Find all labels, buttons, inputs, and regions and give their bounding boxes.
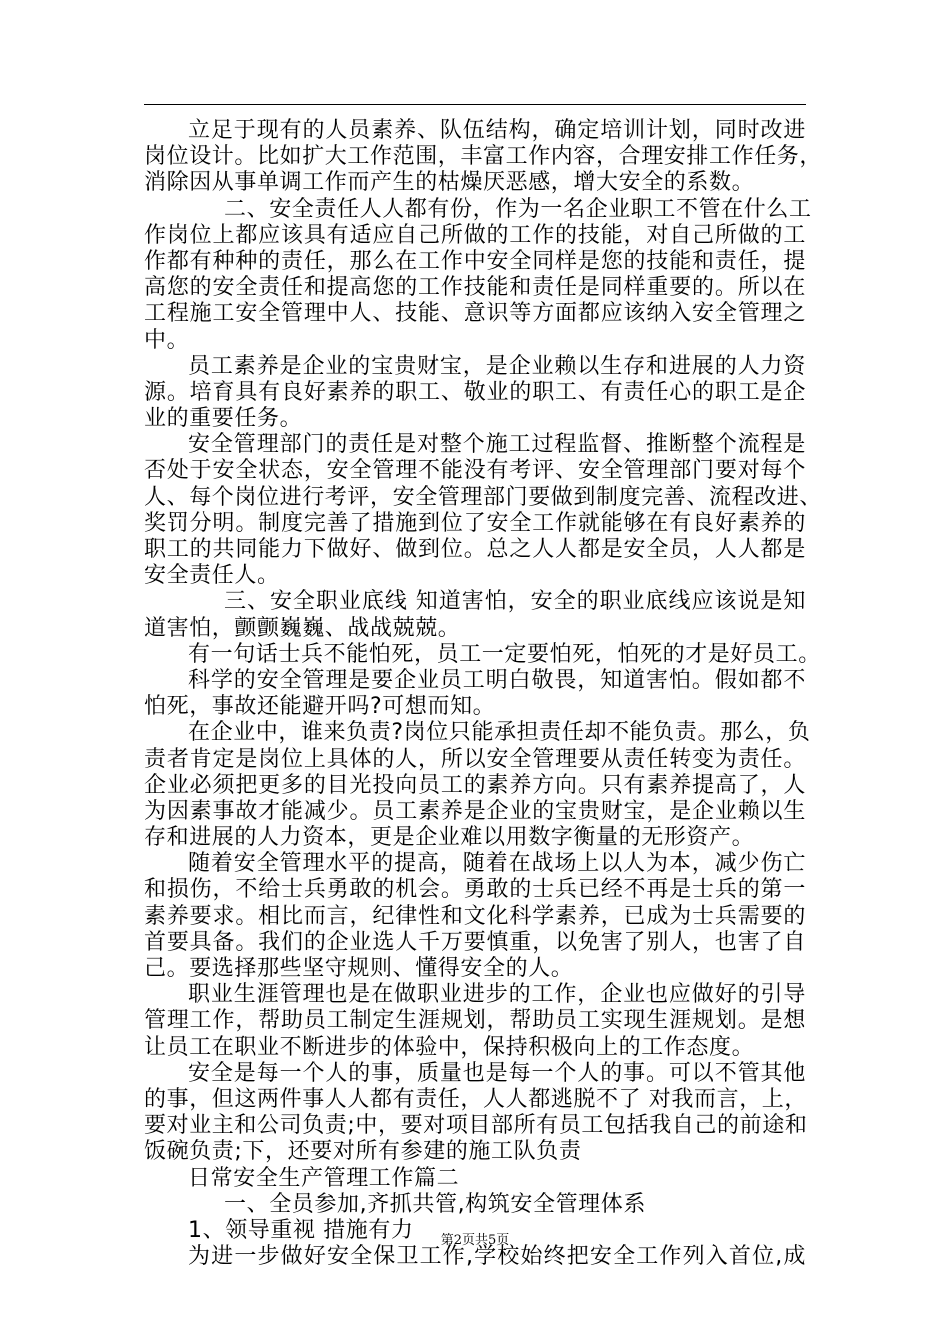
subsection-heading: 1、领导重视 措施有力 xyxy=(188,1217,414,1243)
text-line: 员工素养是企业的宝贵财宝，是企业赖以生存和进展的人力资 xyxy=(188,353,806,379)
text-line: 的事，但这两件事人人都有责任，人人都逃脱不了 对我而言，上， xyxy=(144,1086,807,1112)
text-line: 道害怕，颤颤巍巍、战战兢兢。 xyxy=(144,615,461,641)
text-line: 让员工在职业不断进步的体验中，保持积极向上的工作态度。 xyxy=(144,1034,755,1060)
text-line: 随着安全管理水平的提高，随着在战场上以人为本，减少伤亡 xyxy=(188,851,806,877)
text-line: 奖罚分明。制度完善了措施到位了安全工作就能够在有良好素养的 xyxy=(144,510,806,536)
page-footer: 第2页共5页 xyxy=(440,1233,510,1248)
header-rule xyxy=(144,104,806,105)
text-line: 责者肯定是岗位上具体的人，所以安全管理要从责任转变为责任。 xyxy=(144,746,806,772)
text-line: 源。培育具有良好素养的职工、敬业的职工、有责任心的职工是企 xyxy=(144,379,806,405)
text-line: 科学的安全管理是要企业员工明白敬畏，知道害怕。假如都不 xyxy=(188,667,806,693)
text-line: 在企业中，谁来负责?岗位只能承担责任却不能负责。那么，负 xyxy=(188,720,811,746)
text-line: 素养要求。相比而言，纪律性和文化科学素养，已成为士兵需要的 xyxy=(144,903,806,929)
text-line: 职业生涯管理也是在做职业进步的工作，企业也应做好的引导 xyxy=(188,982,806,1008)
text-line: 立足于现有的人员素养、队伍结构，确定培训计划，同时改进 xyxy=(188,118,806,143)
text-line: 怕死，事故还能避开吗?可想而知。 xyxy=(144,694,496,720)
text-line: 己。要选择那些坚守规则、懂得安全的人。 xyxy=(144,956,574,981)
text-line: 安全是每一个人的事，质量也是每一个人的事。可以不管其他 xyxy=(188,1060,806,1086)
text-line: 工程施工安全管理中人、技能、意识等方面都应该纳入安全管理之 xyxy=(144,301,806,327)
text-line: 有一句话士兵不能怕死，员工一定要怕死，怕死的才是好员工。 xyxy=(188,641,821,667)
text-line: 安全管理部门的责任是对整个施工过程监督、推断整个流程是 xyxy=(188,432,806,458)
section-heading: 一、全员参加,齐抓共管,构筑安全管理体系 xyxy=(224,1191,646,1217)
text-line: 作岗位上都应该具有适应自己所做的工作的技能，对自己所做的工 xyxy=(144,222,806,248)
text-line: 为进一步做好安全保卫工作,学校始终把安全工作列入首位,成 xyxy=(188,1244,806,1270)
text-line: 为因素事故才能减少。员工素养是企业的宝贵财宝，是企业赖以生 xyxy=(144,798,806,824)
text-line: 消除因从事单调工作而产生的枯燥厌恶感，增大安全的系数。 xyxy=(144,170,755,196)
text-line: 否处于安全状态，安全管理不能没有考评、安全管理部门要对每个 xyxy=(144,458,806,484)
text-line: 首要具备。我们的企业选人千万要慎重，以免害了别人，也害了自 xyxy=(144,929,806,955)
text-line: 存和进展的人力资本，更是企业难以用数字衡量的无形资产。 xyxy=(144,825,755,851)
text-line: 业的重要任务。 xyxy=(144,406,303,432)
text-line: 安全责任人。 xyxy=(144,563,280,589)
section-title: 日常安全生产管理工作篇二 xyxy=(188,1165,460,1191)
text-line: 中。 xyxy=(144,327,190,353)
text-line: 三、安全职业底线 知道害怕，安全的职业底线应该说是知 xyxy=(224,589,806,615)
text-line: 和损伤，不给士兵勇敢的机会。勇敢的士兵已经不再是士兵的第一 xyxy=(144,877,806,903)
text-line: 岗位设计。比如扩大工作范围，丰富工作内容，合理安排工作任务， xyxy=(144,144,823,170)
text-line: 二、安全责任人人都有份，作为一名企业职工不管在什么工 xyxy=(224,196,812,222)
document-body xyxy=(144,118,823,1270)
text-line: 作都有种种的责任，那么在工作中安全同样是您的技能和责任，提 xyxy=(144,248,806,274)
text-line: 要对业主和公司负责;中，要对项目部所有员工包括我自己的前途和 xyxy=(144,1113,808,1139)
text-line: 企业必须把更多的目光投向员工的素养方向。只有素养提高了，人 xyxy=(144,772,806,798)
text-line: 高您的安全责任和提高您的工作技能和责任是同样重要的。所以在 xyxy=(144,275,806,301)
text-line: 人、每个岗位进行考评，安全管理部门要做到制度完善、流程改进、 xyxy=(144,484,823,510)
text-line: 饭碗负责;下，还要对所有参建的施工队负责 xyxy=(144,1139,582,1165)
text-line: 职工的共同能力下做好、做到位。总之人人都是安全员，人人都是 xyxy=(144,537,806,562)
text-line: 管理工作，帮助员工制定生涯规划，帮助员工实现生涯规划。是想 xyxy=(144,1008,806,1034)
